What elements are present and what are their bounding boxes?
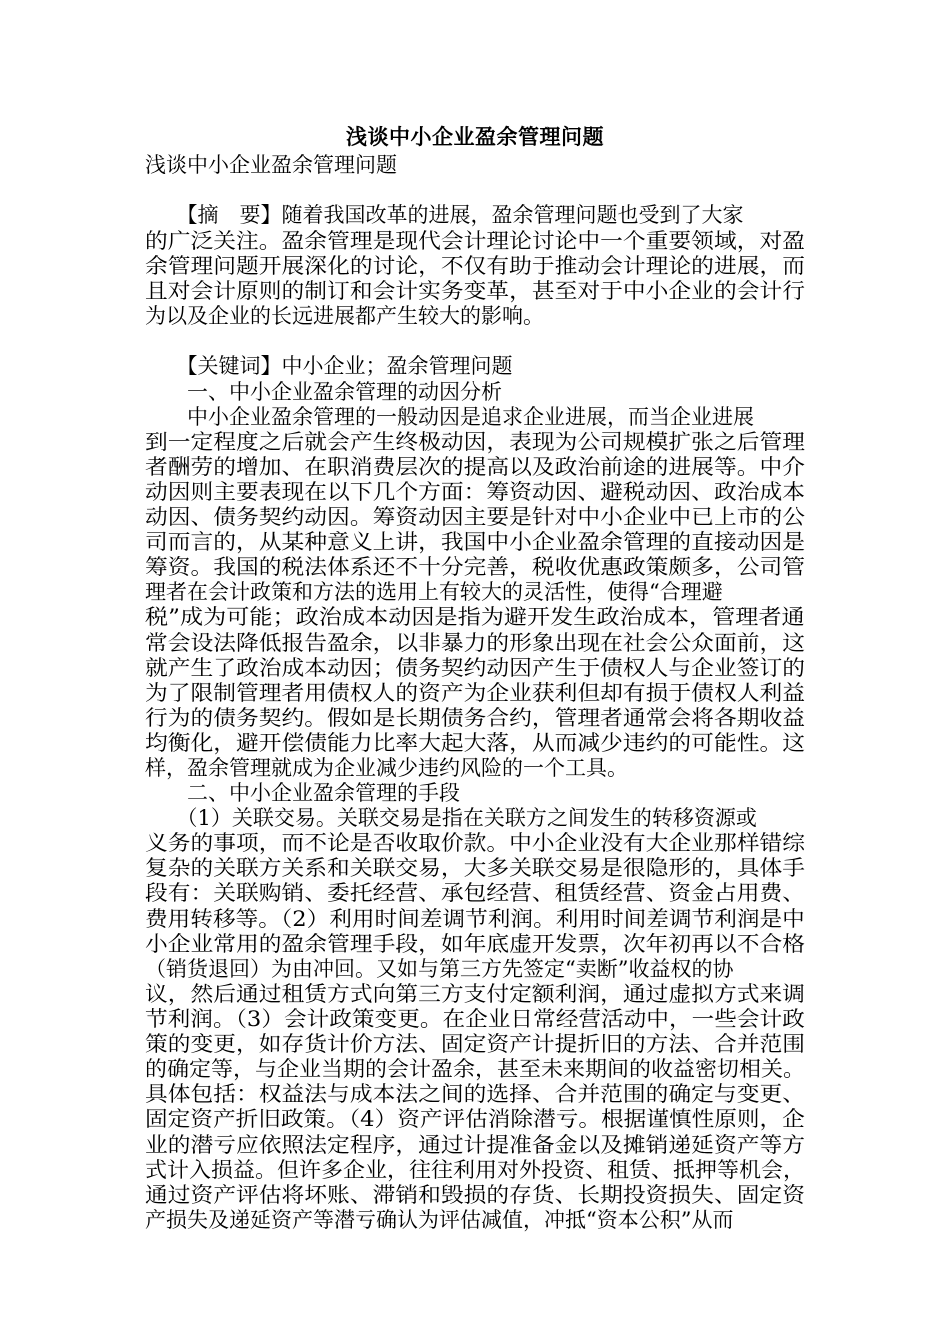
document-title: 浅谈中小企业盈余管理问题 <box>346 124 604 149</box>
body-line: 司而言的，从某种意义上讲，我国中小企业盈余管理的直接动因是 <box>145 530 805 554</box>
body-line: 【关键词】中小企业；盈余管理问题 <box>145 354 513 378</box>
body-line: 均衡化，避开偿债能力比率大起大落，从而减少违约的可能性。这 <box>145 731 805 755</box>
body-line: 二、中小企业盈余管理的手段 <box>145 781 460 805</box>
body-line: 余管理问题开展深化的讨论，不仅有助于推动会计理论的进展，而 <box>145 254 805 278</box>
body-line: 通过资产评估将坏账、滞销和毁损的存货、长期投资损失、固定资 <box>145 1183 805 1207</box>
body-line: 中小企业盈余管理的一般动因是追求企业进展，而当企业进展 <box>145 405 754 429</box>
body-line: 具体包括：权益法与成本法之间的选择、合并范围的确定与变更、 <box>145 1082 805 1106</box>
body-line: 小企业常用的盈余管理手段，如年底虚开发票，次年初再以不合格 <box>145 932 805 956</box>
body-line: 费用转移等。（2）利用时间差调节利润。利用时间差调节利润是中 <box>145 907 805 931</box>
body-line: 复杂的关联方关系和关联交易，大多关联交易是很隐形的，具体手 <box>145 856 805 880</box>
body-line: 固定资产折旧政策。（4）资产评估消除潜亏。根据谨慎性原则，企 <box>145 1107 805 1131</box>
body-line: 动因则主要表现在以下几个方面：筹资动因、避税动因、政治成本 <box>145 480 805 504</box>
body-line: 议，然后通过租赁方式向第三方支付定额利润，通过虚拟方式来调 <box>145 982 805 1006</box>
body-line: 到一定程度之后就会产生终极动因，表现为公司规模扩张之后管理 <box>145 430 805 454</box>
body-line: 【摘 要】随着我国改革的进展，盈余管理问题也受到了大家 <box>145 203 744 227</box>
body-line: 节利润。（3）会计政策变更。在企业日常经营活动中，一些会计政 <box>145 1007 805 1031</box>
body-line: 为了限制管理者用债权人的资产为企业获利但却有损于债权人利益 <box>145 681 805 705</box>
document-subtitle: 浅谈中小企业盈余管理问题 <box>145 153 397 177</box>
body-line: 样，盈余管理就成为企业减少违约风险的一个工具。 <box>145 756 628 780</box>
body-line: 式计入损益。但许多企业，往往利用对外投资、租赁、抵押等机会， <box>145 1158 805 1182</box>
body-line: 为以及企业的长远进展都产生较大的影响。 <box>145 304 544 328</box>
body-line: 动因、债务契约动因。筹资动因主要是针对中小企业中已上市的公 <box>145 505 805 529</box>
body-line: 筹资。我国的税法体系还不十分完善，税收优惠政策颇多，公司管 <box>145 555 805 579</box>
body-line: 的广泛关注。盈余管理是现代会计理论讨论中一个重要领域，对盈 <box>145 229 805 253</box>
body-line: （1）关联交易。关联交易是指在关联方之间发生的转移资源或 <box>145 806 757 830</box>
body-line: 行为的债务契约。假如是长期债务合约，管理者通常会将各期收益 <box>145 706 805 730</box>
body-line: 义务的事项，而不论是否收取价款。中小企业没有大企业那样错综 <box>145 831 805 855</box>
body-line: 段有：关联购销、委托经营、承包经营、租赁经营、资金占用费、 <box>145 881 805 905</box>
body-line: 的确定等，与企业当期的会计盈余，甚至未来期间的收益密切相关。 <box>145 1057 805 1081</box>
body-line: 产损失及递延资产等潜亏确认为评估减值，冲抵“资本公积”从而 <box>145 1208 734 1232</box>
body-line: 策的变更，如存货计价方法、固定资产计提折旧的方法、合并范围 <box>145 1032 805 1056</box>
body-line: 理者在会计政策和方法的选用上有较大的灵活性，使得“合理避 <box>145 580 723 604</box>
body-line: 就产生了政治成本动因；债务契约动因产生于债权人与企业签订的 <box>145 656 805 680</box>
body-line: 且对会计原则的制订和会计实务变革，甚至对于中小企业的会计行 <box>145 279 805 303</box>
body-line: （销货退回）为由冲回。又如与第三方先签定“卖断”收益权的协 <box>145 957 734 981</box>
body-line: 税”成为可能；政治成本动因是指为避开发生政治成本，管理者通 <box>145 605 805 629</box>
body-line: 一、中小企业盈余管理的动因分析 <box>145 380 502 404</box>
body-line: 常会设法降低报告盈余，以非暴力的形象出现在社会公众面前，这 <box>145 631 805 655</box>
body-line: 业的潜亏应依照法定程序，通过计提准备金以及摊销递延资产等方 <box>145 1133 805 1157</box>
body-line: 者酬劳的增加、在职消费层次的提高以及政治前途的进展等。中介 <box>145 455 805 479</box>
